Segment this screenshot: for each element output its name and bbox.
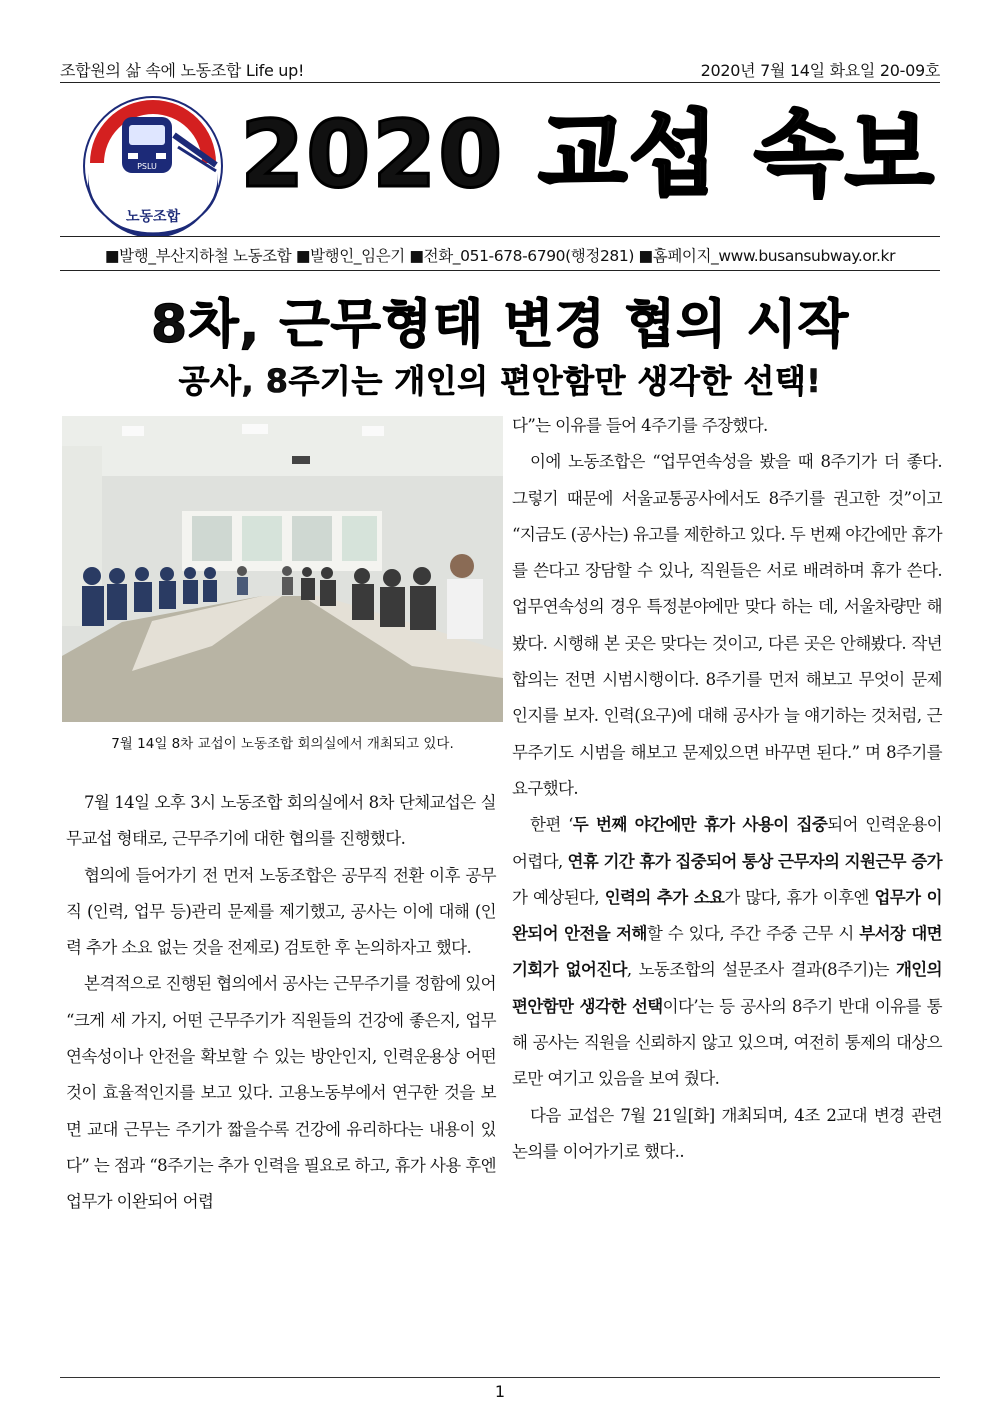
text-run: 가 예상된다, (512, 887, 605, 907)
text-run: , 노동조합의 설문조사 결과(8주기)는 (626, 960, 896, 980)
article-right-column (512, 408, 942, 1170)
masthead-title: 2020 교섭 속보 (240, 101, 936, 208)
right-paragraph-0: 다”는 이유를 들어 4주기를 주장했다. (512, 416, 768, 435)
emphasis-run: 개인의 편안함만 생각한 선택 (512, 960, 942, 1016)
right-paragraph-1: 이에 노동조합은 “업무연속성을 봤을 때 8주기가 더 좋다. 그렇기 때문에 서울교통공사에서도 8주기를 권고한 것”이고 “지금도 (공사는) 유고를 제한하고 있다. 두 번째 야간에만 휴가를 쓴다고 장담할 수 있나, 직원들은 서로 배려하며 휴가 쓴다. 업무연속성의 경우 특정분야에만 맞다 하는 데, 서울차량만 해봤다. 시행해 본 곳은 맞다는 것이고, 다른 곳은 안해봤다. 작년 합의는 전면 시범시행이다. 8주기를 먼저 해보고 무엇이 문제인지를 보자. 인력(요구)에 대해 공사가 늘 얘기하는 것처럼, 근무주기도 시범을 해보고 문제있으면 바꾸면 된다.” 며 8주기를 요구했다. (512, 452, 942, 798)
emphasis-run: 업무가 이완되어 안전을 저해 (512, 887, 942, 944)
logo-text-top: 부산지하철 (99, 180, 207, 205)
right-paragraph-2 (512, 807, 942, 1097)
photo-caption: 7월 14일 8차 교섭이 노동조합 회의실에서 개최되고 있다. (111, 736, 454, 752)
left-paragraph-1: 7월 14일 오후 3시 노동조합 회의실에서 8차 단체교섭은 실무교섭 형태로, 근무주기에 대한 협의를 진행했다. (66, 793, 496, 849)
top-strip (60, 58, 940, 81)
left-paragraph-2: 협의에 들어가기 전 먼저 노동조합은 공무직 전환 이후 공무직 (인력, 업무 등)관리 문제를 제기했고, 공사는 이에 대해 (인력 추가 소요 없는 것을 전제로) 검토한 후 논의하자고 했다. (66, 865, 496, 958)
text-run: 되어 인력운용이 어렵다, (512, 815, 942, 871)
train-label: PSLU (137, 162, 157, 171)
emphasis-run: 부서장 대면기회가 없어진다 (512, 924, 942, 980)
text-run: 할 수 있다, 주간 주중 근무 시 (646, 924, 860, 944)
footer-divider (60, 1377, 940, 1378)
text-run: 한편 ‘ (530, 815, 573, 835)
subheadline: 공사, 8주기는 개인의 편안함만 생각한 선택! (178, 362, 822, 400)
top-divider (60, 82, 940, 83)
emphasis-run: 두 번째 야간에만 휴가 사용이 집중 (572, 815, 828, 835)
masthead-divider (60, 236, 940, 237)
page-number: 1 (494, 1382, 506, 1401)
headline: 8차, 근무형태 변경 협의 시작 (151, 295, 849, 355)
emphasis-run: 인력의 추가 소요 (604, 887, 725, 907)
left-paragraph-3: 본격적으로 진행된 협의에서 공사는 근무주기를 정함에 있어 “크게 세 가지, 어떤 근무주기가 직원들의 건강에 좋은지, 업무연속성이나 안전을 확보할 수 있는 방안인지, 인력운용상 어떤 것이 효율적인지를 보고 있다. 고용노동부에서 연구한 것을 보면 교대 근무는 주기가 짧을수록 건강에 유리하다는 내용이 있다” 는 점과 “8주기는 추가 인력을 필요로 하고, 휴가 사용 후엔 업무가 이완되어 어렵 (66, 974, 496, 1212)
logo-text-bottom: 노동조합 (125, 209, 181, 225)
text-run: 가 많다, 휴가 이후엔 (724, 887, 875, 907)
right-paragraph-3: 다음 교섭은 7월 21일[화] 개최되며, 4조 2교대 변경 관련 논의를 이어가기로 했다.. (512, 1105, 942, 1161)
info-divider (60, 270, 940, 271)
article-left-column (66, 785, 496, 1221)
publisher-info: ■발행_부산지하철 노동조합 ■발행인_임은기 ■전화_051-678-6790(행정281) ■홈페이지_www.busansubway.or.kr (104, 247, 896, 265)
text-run: 이다’는 등 공사의 8주기 반대 이유를 통해 공사는 직원을 신뢰하지 않고 있으며, 여전히 통제의 대상으로만 여기고 있음을 보여 줬다. (512, 996, 943, 1089)
emphasis-run: 연휴 기간 휴가 집중되어 통상 근무자의 지원근무 증가 (567, 851, 942, 871)
meeting-photo (62, 416, 503, 722)
issue-date: 2020년 7월 14일 화요일 20-09호 (700, 61, 940, 80)
union-logo (82, 95, 224, 237)
slogan: 조합원의 삶 속에 노동조합 Life up! (60, 61, 305, 80)
